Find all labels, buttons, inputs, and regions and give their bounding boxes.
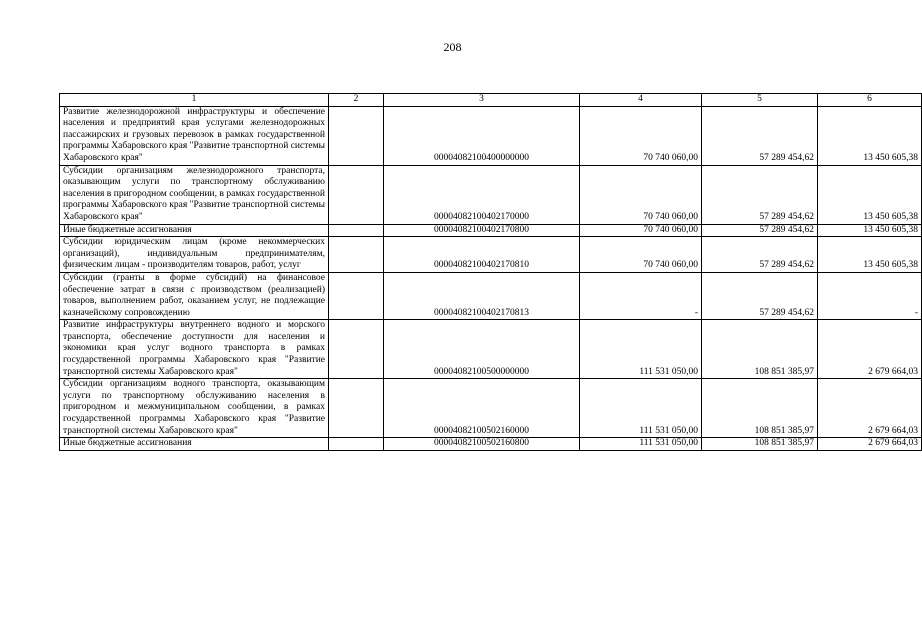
row-name: Развитие инфраструктуры внутреннего водного и морского транспорта, обеспечение доступности для населения и экономики края услуг водного транспорта в рамках государственной программы Хабаровского края "Развитие транспортной системы Хабаровского края": [60, 320, 329, 379]
row-value-6: 2 679 664,03: [818, 320, 922, 379]
row-value-6: 2 679 664,03: [818, 438, 922, 451]
column-header-4: 4: [580, 94, 702, 107]
row-code: 00004082100400000000: [384, 106, 580, 165]
table-row: [60, 438, 922, 451]
row-value-6: 13 450 605,38: [818, 237, 922, 273]
row-code: 00004082100402170000: [384, 165, 580, 224]
table-row: [60, 165, 922, 224]
row-col2: [329, 237, 384, 273]
row-value-4: 111 531 050,00: [580, 379, 702, 438]
header-row: [60, 94, 922, 107]
row-value-5: 57 289 454,62: [702, 106, 818, 165]
row-value-6: 13 450 605,38: [818, 165, 922, 224]
row-value-5: 57 289 454,62: [702, 224, 818, 237]
column-header-1: 1: [60, 94, 329, 107]
page-number: 208: [443, 40, 462, 54]
row-value-4: 111 531 050,00: [580, 438, 702, 451]
row-value-4: 70 740 060,00: [580, 224, 702, 237]
table-row: [60, 320, 922, 379]
row-value-4: 111 531 050,00: [580, 320, 702, 379]
row-col2: [329, 165, 384, 224]
row-col2: [329, 379, 384, 438]
row-code: 00004082100402170800: [384, 224, 580, 237]
row-value-6: 13 450 605,38: [818, 224, 922, 237]
column-header-3: 3: [384, 94, 580, 107]
row-name: Иные бюджетные ассигнования: [60, 438, 329, 451]
row-name: Субсидии юридическим лицам (кроме некоммерческих организаций), индивидуальным предпринимателям, физическим лицам - производителям товаров, работ, услуг: [60, 237, 329, 273]
budget-table: [59, 93, 922, 451]
row-col2: [329, 272, 384, 319]
table-row: [60, 379, 922, 438]
row-value-4: 70 740 060,00: [580, 106, 702, 165]
row-value-5: 108 851 385,97: [702, 320, 818, 379]
row-code: 00004082100402170810: [384, 237, 580, 273]
row-col2: [329, 224, 384, 237]
row-name: Иные бюджетные ассигнования: [60, 224, 329, 237]
row-value-6: 13 450 605,38: [818, 106, 922, 165]
table-row: [60, 272, 922, 319]
row-code: 00004082100502160000: [384, 379, 580, 438]
row-value-6: 2 679 664,03: [818, 379, 922, 438]
row-value-6: -: [818, 272, 922, 319]
row-col2: [329, 320, 384, 379]
row-name: Субсидии организациям водного транспорта, оказывающим услуги по транспортному обслуживанию населения в пригородном и межмуниципальном сообщении, в рамках государственной программы Хабаровского края "Развитие транспортной системы Хабаровского края": [60, 379, 329, 438]
column-header-2: 2: [329, 94, 384, 107]
row-name: Субсидии (гранты в форме субсидий) на финансовое обеспечение затрат в связи с производством (реализацией) товаров, выполнением работ, оказанием услуг, не подлежащие казначейскому сопровождению: [60, 272, 329, 319]
row-value-4: 70 740 060,00: [580, 165, 702, 224]
row-col2: [329, 438, 384, 451]
row-value-4: 70 740 060,00: [580, 237, 702, 273]
row-col2: [329, 106, 384, 165]
column-header-5: 5: [702, 94, 818, 107]
row-value-5: 108 851 385,97: [702, 438, 818, 451]
row-code: 00004082100402170813: [384, 272, 580, 319]
row-code: 00004082100502160800: [384, 438, 580, 451]
row-name: Развитие железнодорожной инфраструктуры и обеспечение населения и предприятий края услугами железнодорожных пассажирских и грузовых перевозок в рамках государственной программы Хабаровского края "Развитие транспортной системы Хабаровского края": [60, 106, 329, 165]
row-value-4: -: [580, 272, 702, 319]
column-header-6: 6: [818, 94, 922, 107]
table-row: [60, 237, 922, 273]
table-row: [60, 106, 922, 165]
row-value-5: 57 289 454,62: [702, 272, 818, 319]
row-code: 00004082100500000000: [384, 320, 580, 379]
row-value-5: 57 289 454,62: [702, 165, 818, 224]
table-row: [60, 224, 922, 237]
row-value-5: 57 289 454,62: [702, 237, 818, 273]
row-value-5: 108 851 385,97: [702, 379, 818, 438]
row-name: Субсидии организациям железнодорожного транспорта, оказывающим услуги по транспортному обслуживанию населения в пригородном сообщении, в рамках государственной программы Хабаровского края "Развитие транспортной системы Хабаровского края": [60, 165, 329, 224]
